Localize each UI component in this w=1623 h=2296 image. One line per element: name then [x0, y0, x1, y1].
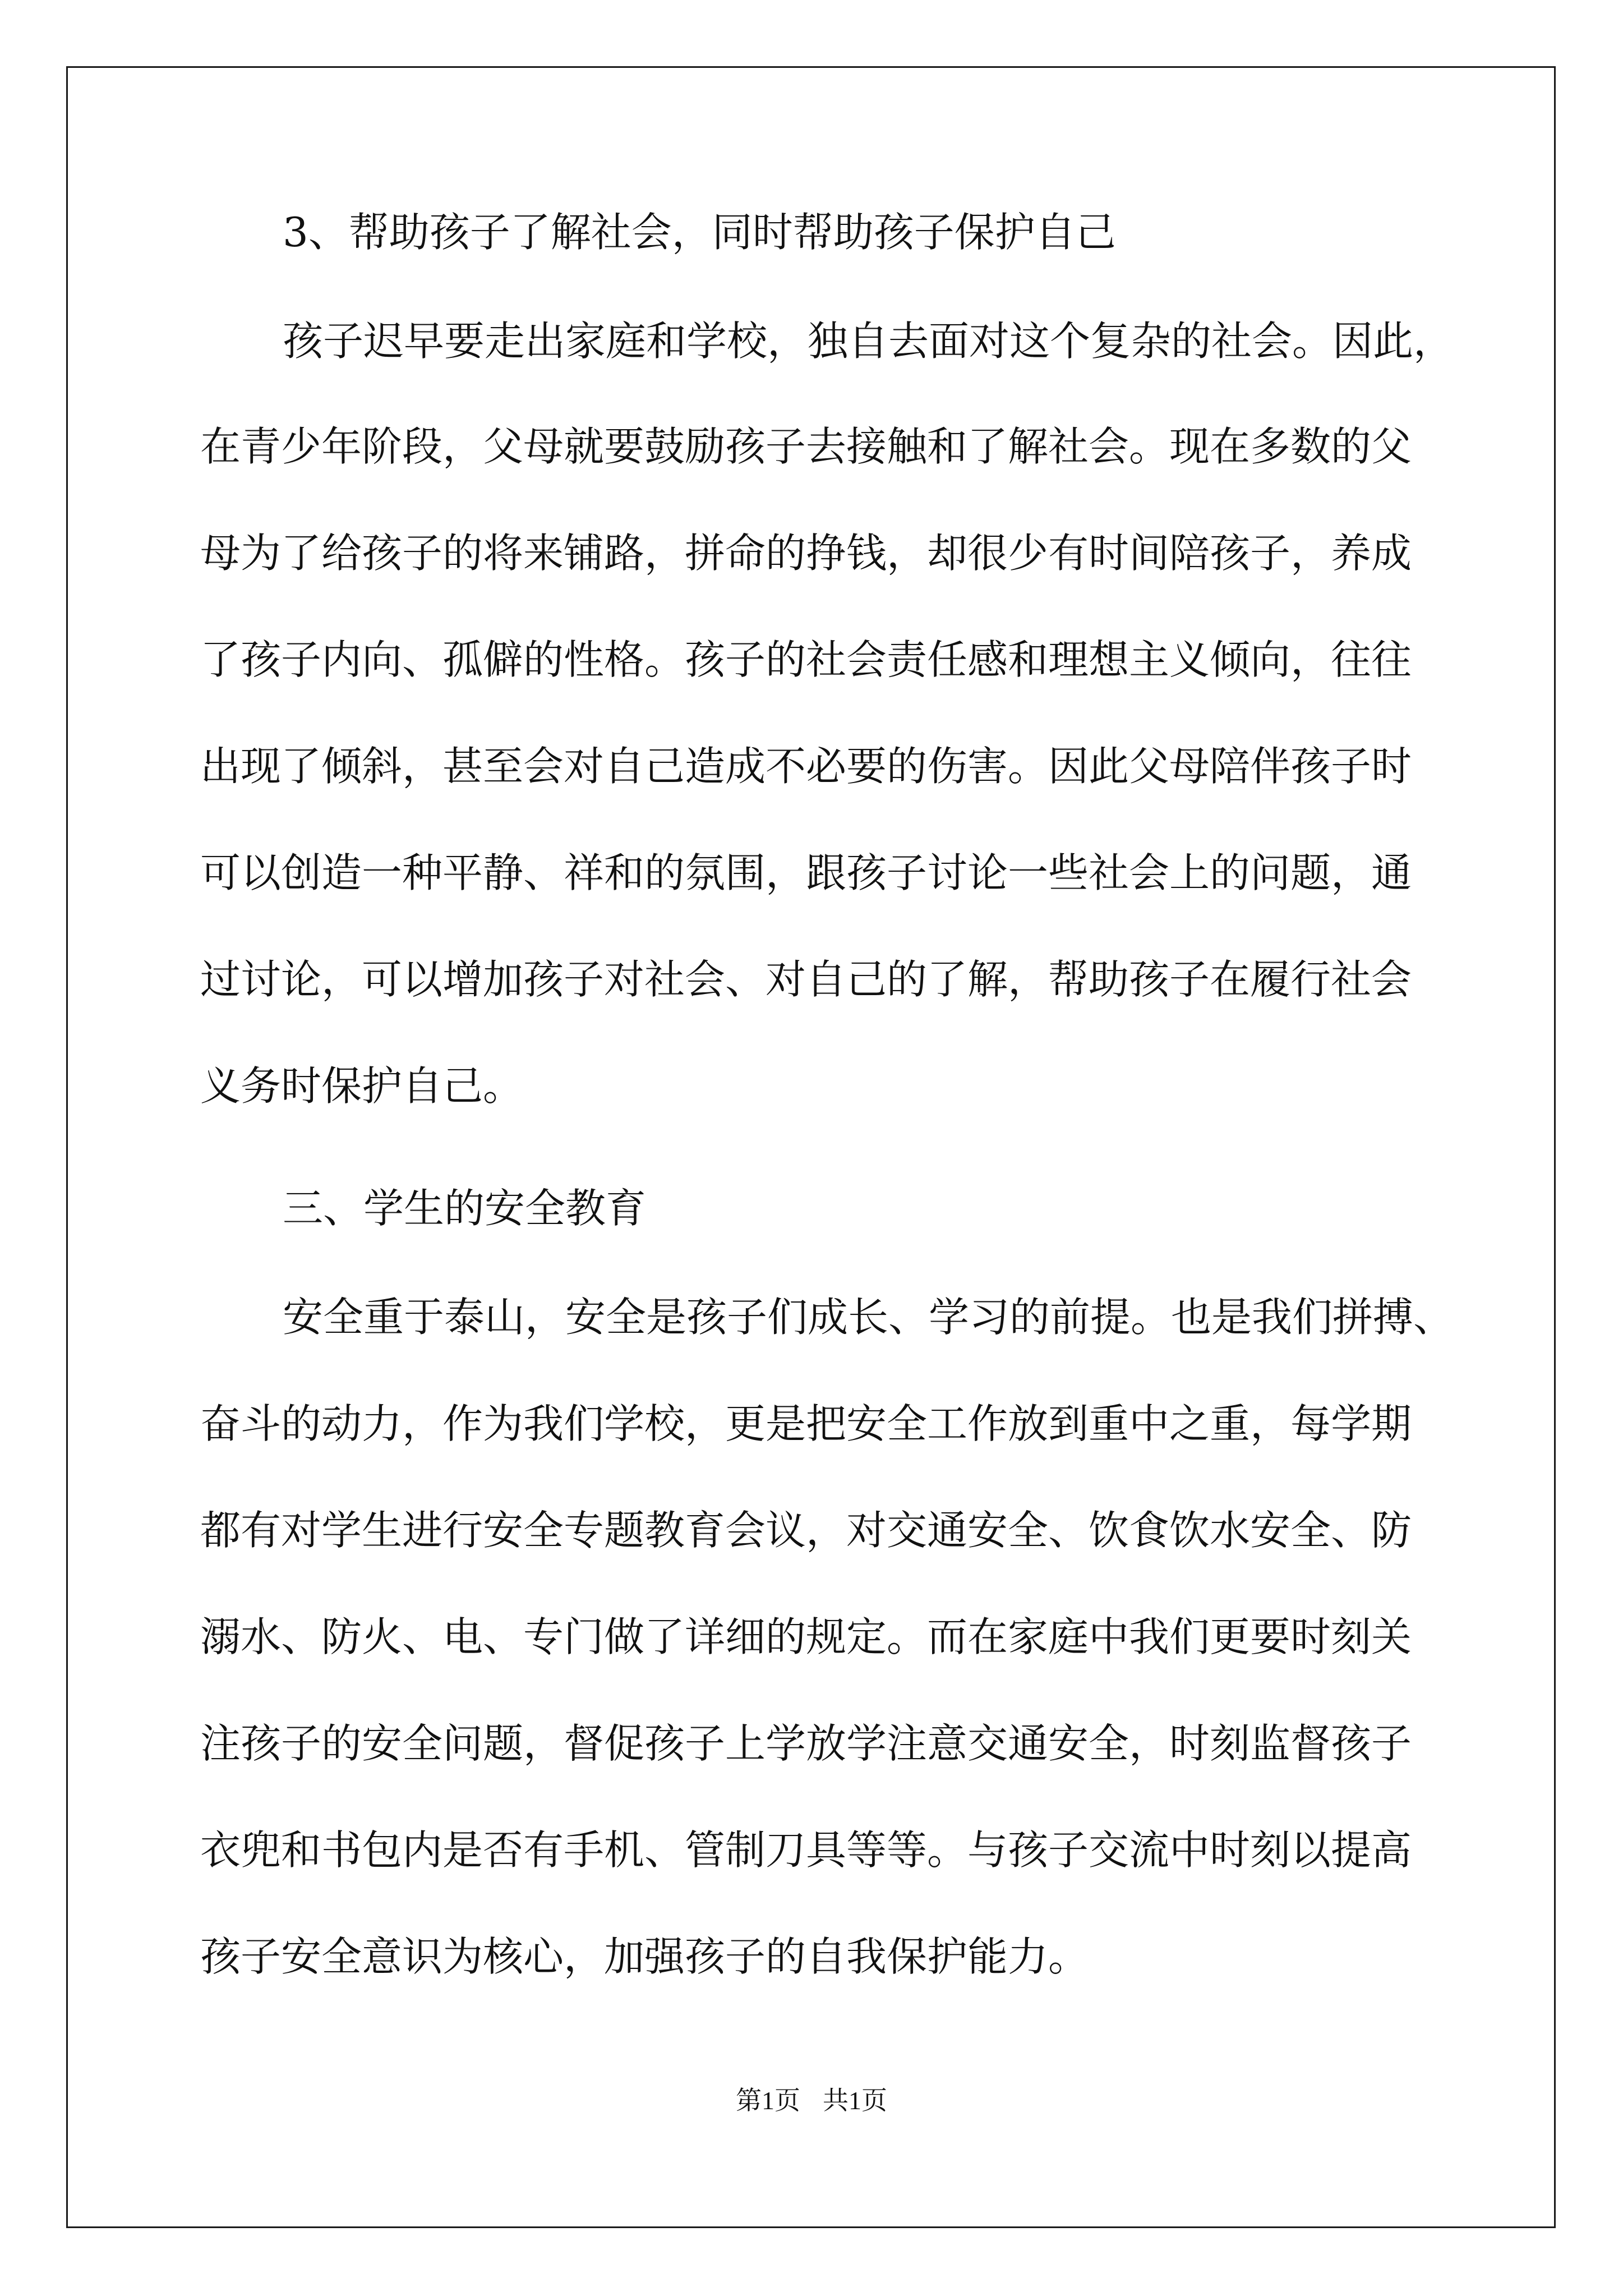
subheading-line: 3、帮助孩子了解社会，同时帮助孩子保护自己: [283, 209, 1116, 256]
paragraph-line: 注孩子的安全问题，督促孩子上学放学注意交通安全，时刻监督孩子: [200, 1720, 1412, 1767]
page-border: [66, 66, 1556, 2228]
page-footer: [0, 2084, 1623, 2118]
paragraph-line: 可以创造一种平静、祥和的氛围，跟孩子讨论一些社会上的问题，通: [200, 849, 1412, 896]
paragraph-line: 孩子迟早要走出家庭和学校，独自去面对这个复杂的社会。因此，: [283, 318, 1454, 365]
paragraph-line: 奋斗的动力，作为我们学校，更是把安全工作放到重中之重，每学期: [200, 1400, 1412, 1447]
paragraph-line: 孩子安全意识为核心，加强孩子的自我保护能力。: [200, 1933, 1089, 1980]
section-heading: 三、学生的安全教育: [283, 1185, 647, 1232]
page-number: 第1页: [736, 2086, 800, 2115]
page-total: 共1页: [823, 2086, 887, 2115]
paragraph-line: 出现了倾斜，甚至会对自己造成不必要的伤害。因此父母陪伴孩子时: [200, 743, 1412, 790]
paragraph-line: 在青少年阶段，父母就要鼓励孩子去接触和了解社会。现在多数的父: [200, 423, 1412, 470]
paragraph-line: 过讨论，可以增加孩子对社会、对自己的了解，帮助孩子在履行社会: [200, 956, 1412, 1003]
paragraph-line: 都有对学生进行安全专题教育会议，对交通安全、饮食饮水安全、防: [200, 1507, 1412, 1554]
paragraph-line: 安全重于泰山，安全是孩子们成长、学习的前提。也是我们拼搏、: [283, 1294, 1454, 1341]
paragraph-line: 溺水、防火、电、专门做了详细的规定。而在家庭中我们更要时刻关: [200, 1613, 1412, 1660]
paragraph-line: 义务时保护自己。: [200, 1062, 524, 1110]
paragraph-line: 了孩子内向、孤僻的性格。孩子的社会责任感和理想主义倾向，往往: [200, 636, 1412, 683]
paragraph-line: 母为了给孩子的将来铺路，拼命的挣钱，却很少有时间陪孩子，养成: [200, 530, 1412, 577]
paragraph-line: 衣兜和书包内是否有手机、管制刀具等等。与孩子交流中时刻以提高: [200, 1826, 1412, 1874]
